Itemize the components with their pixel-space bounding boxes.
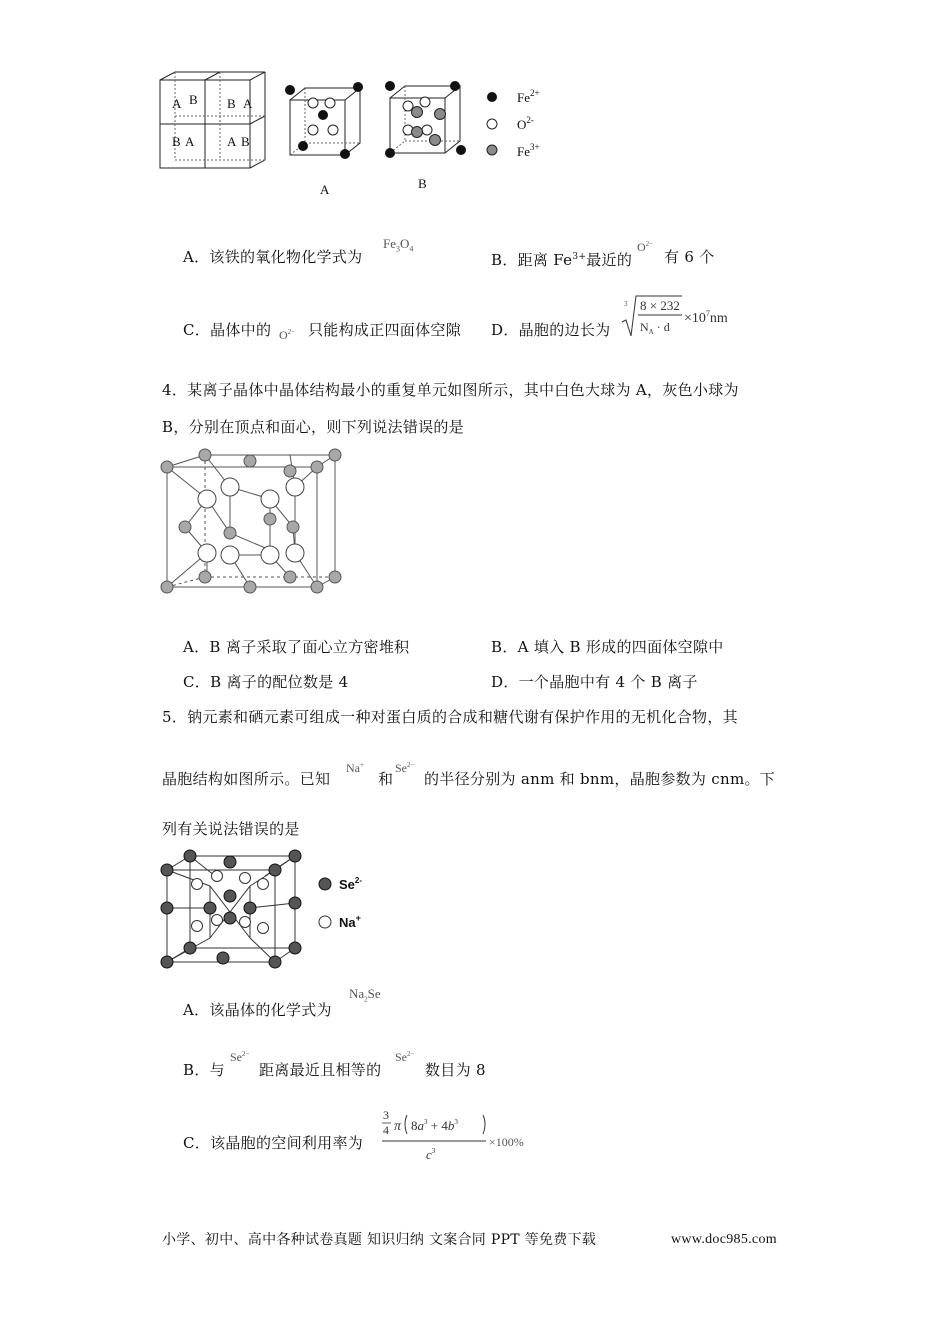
svg-text:×100%: ×100% [489, 1135, 524, 1149]
figure-fe-oxide-cells [155, 68, 575, 203]
figure-q4-cell [155, 445, 355, 605]
svg-text:O2-: $O^{2-}$ [517, 115, 534, 132]
q5-option-b-ion1: $Se^{2-}$ [230, 1050, 250, 1064]
grid-label: A [185, 134, 195, 149]
q5-stem-line2c: 的半径分别为 anm 和 bnm，晶胞参数为 cnm。下 [424, 770, 776, 788]
footer-left: 小学、初中、高中各种试卷真题 知识归纳 文案合同 PPT 等免费下载 [162, 1232, 597, 1248]
q5-stem-line1: 5．钠元素和硒元素可组成一种对蛋白质的合成和糖代谢有保护作用的无机化合物，其 [162, 708, 738, 726]
q3-option-d: D．晶胞的边长为 [491, 321, 611, 339]
q4-option-d: D．一个晶胞中有 4 个 B 离子 [491, 673, 698, 691]
svg-text:Fe2+: $Fe^{2+}$ [517, 88, 540, 105]
svg-text:8a3 + 4b3: $8a^3 + 4b^3$ [411, 1118, 458, 1133]
grid-label: A [227, 134, 237, 149]
svg-text:Se2-: $Se^{2-}$ [339, 876, 363, 892]
q5-stem-and: 和 [378, 770, 394, 788]
svg-text:Na+: Na+ [339, 913, 361, 930]
q5-na-ion: Na+ [346, 761, 364, 775]
q3-option-b-text: B．距离 $Fe^{3+}$最近的 [491, 251, 633, 269]
composite-cube [160, 72, 265, 168]
svg-text:8 × 232: 8 × 232 [640, 298, 680, 313]
legend-fe [487, 88, 540, 159]
q5-option-b-mid: 距离最近且相等的 [259, 1061, 382, 1079]
footer-link[interactable]: www.doc985.com [671, 1232, 777, 1247]
q5-se-ion: $Se^{2-}$ [395, 761, 415, 775]
q4-option-c: C．B 离子的配位数是 4 [183, 673, 349, 691]
q3-option-d-formula [620, 292, 750, 342]
svg-text:3: 3 [624, 300, 628, 308]
q5-stem-line3: 列有关说法错误的是 [162, 820, 300, 838]
grid-label: A [243, 96, 253, 111]
q3-option-b-tail: 有 6 个 [664, 248, 715, 266]
q4-option-b: B．A 填入 B 形成的四面体空隙中 [491, 638, 724, 656]
svg-text:Fe3+: $Fe^{3+}$ [517, 142, 540, 159]
q5-option-b-tail: 数目为 8 [425, 1061, 486, 1079]
q3-option-b-formula: $O^{2-}$ [637, 240, 654, 254]
q5-option-c: C．该晶胞的空间利用率为 [183, 1134, 364, 1152]
q4-option-a: A．B 离子采取了面心立方密堆积 [183, 638, 410, 656]
q3-option-b [491, 247, 632, 270]
cell-a [285, 82, 363, 197]
cell-b-caption: B [418, 176, 427, 191]
q5-stem-line2a: 晶胞结构如图所示。已知 [162, 770, 331, 788]
figure-q5-cell [155, 848, 385, 973]
q3-option-a-formula: $Fe_3O_4$ [383, 236, 414, 254]
svg-text:4: 4 [383, 1123, 389, 1137]
svg-text:c3: $c^3$ [426, 1147, 436, 1162]
legend-q5 [319, 876, 362, 930]
grid-label: B [189, 92, 198, 107]
grid-label: B [172, 134, 181, 149]
q3-option-a [183, 247, 362, 267]
svg-text:π: π [394, 1119, 402, 1134]
q5-option-a: A．该晶体的化学式为 [183, 1001, 332, 1019]
q3-option-c: C．晶体中的 [183, 321, 272, 339]
svg-text:×107nm: $\times 10^7nm$ [684, 309, 728, 326]
grid-label: A [172, 96, 182, 111]
grid-label: B [241, 134, 250, 149]
cell-b [385, 81, 466, 191]
grid-label: B [227, 96, 236, 111]
q3-option-c-tail: 只能构成正四面体空隙 [308, 321, 462, 339]
q3-option-a-text: A．该铁的氧化物化学式为 [183, 248, 363, 266]
q4-stem-line1: 4．某离子晶体中晶体结构最小的重复单元如图所示，其中白色大球为 A，灰色小球为 [162, 381, 739, 399]
cell-a-caption: A [320, 182, 330, 197]
q4-stem-line2: B，分别在顶点和面心，则下列说法错误的是 [162, 418, 465, 436]
q5-option-b-ion2: $Se^{2-}$ [395, 1050, 415, 1064]
q5-option-a-formula: $Na_2Se$ [349, 986, 381, 1004]
svg-text:3: 3 [383, 1108, 389, 1122]
q5-option-b: B．与 [183, 1061, 225, 1079]
q5-option-c-formula [380, 1103, 550, 1165]
svg-text:NA · d: $N_A \cdot d$ [640, 320, 670, 336]
q3-option-c-formula: $O^{2-}$ [279, 328, 296, 342]
